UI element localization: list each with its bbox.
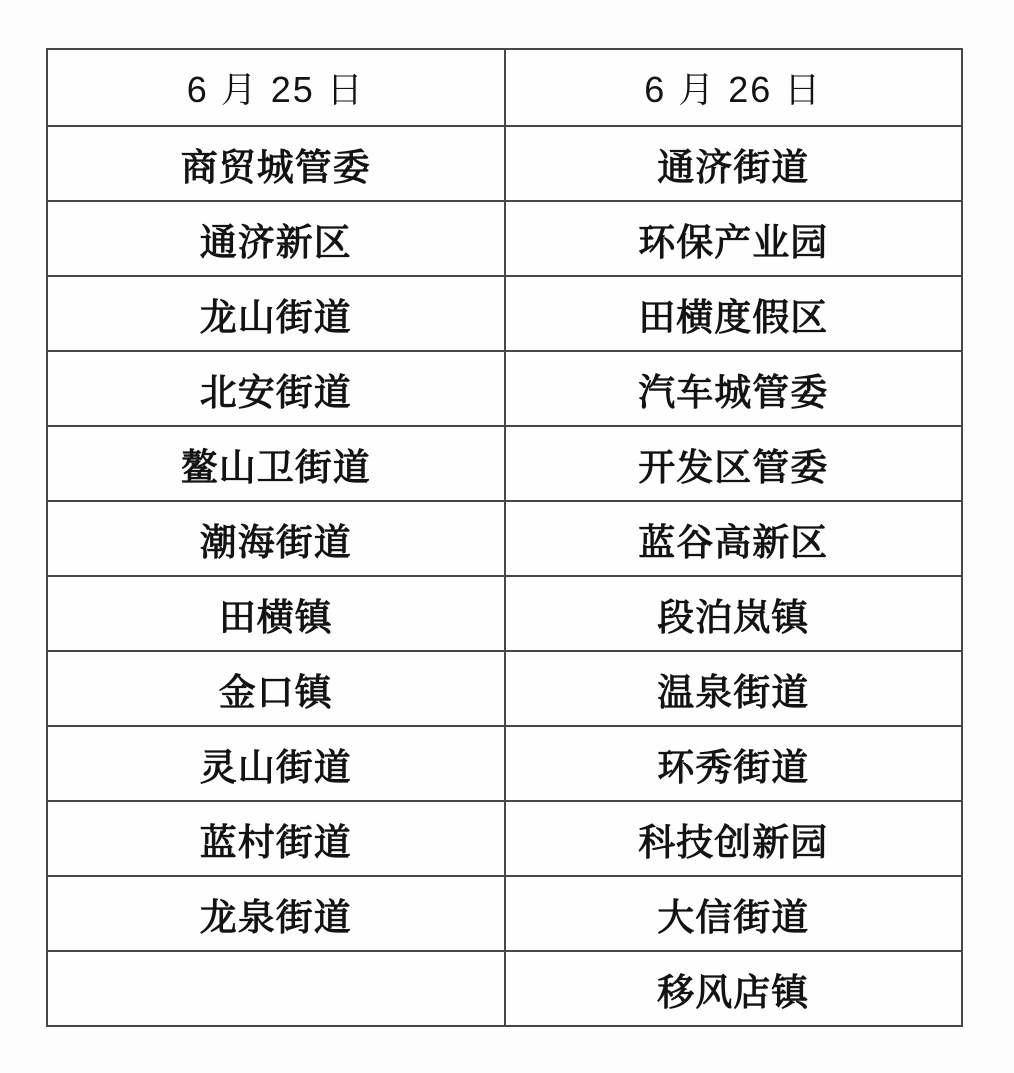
table-row [47,726,962,801]
table-cell: 汽车城管委 [505,351,963,426]
table-cell: 金口镇 [47,651,505,726]
table-cell: 商贸城管委 [47,126,505,201]
header-cell-date-june-26: 6 月 26 日 [505,49,963,126]
table-row [47,201,962,276]
table-cell: 环保产业园 [505,201,963,276]
table-cell: 段泊岚镇 [505,576,963,651]
table-cell: 通济新区 [47,201,505,276]
table-header [47,49,962,126]
table-cell: 温泉街道 [505,651,963,726]
table-cell: 环秀街道 [505,726,963,801]
table-row [47,351,962,426]
table-cell [47,951,505,1026]
table-row [47,651,962,726]
header-cell-date-june-25: 6 月 25 日 [47,49,505,126]
table-cell: 大信街道 [505,876,963,951]
table-cell: 移风店镇 [505,951,963,1026]
table-row [47,876,962,951]
table-cell: 田横镇 [47,576,505,651]
table-cell: 潮海街道 [47,501,505,576]
table-cell: 开发区管委 [505,426,963,501]
table-cell: 蓝谷高新区 [505,501,963,576]
table-row [47,426,962,501]
table-row [47,126,962,201]
table-cell: 科技创新园 [505,801,963,876]
table-cell: 鳌山卫街道 [47,426,505,501]
schedule-table [46,48,963,1027]
table-cell: 通济街道 [505,126,963,201]
table-cell: 灵山街道 [47,726,505,801]
table-row [47,576,962,651]
table-body [47,126,962,1026]
table-row [47,951,962,1026]
table-row [47,276,962,351]
table-cell: 蓝村街道 [47,801,505,876]
table-row [47,501,962,576]
table-row [47,801,962,876]
table-cell: 龙泉街道 [47,876,505,951]
table-cell: 北安街道 [47,351,505,426]
table-cell: 龙山街道 [47,276,505,351]
header-row [47,49,962,126]
table-cell: 田横度假区 [505,276,963,351]
